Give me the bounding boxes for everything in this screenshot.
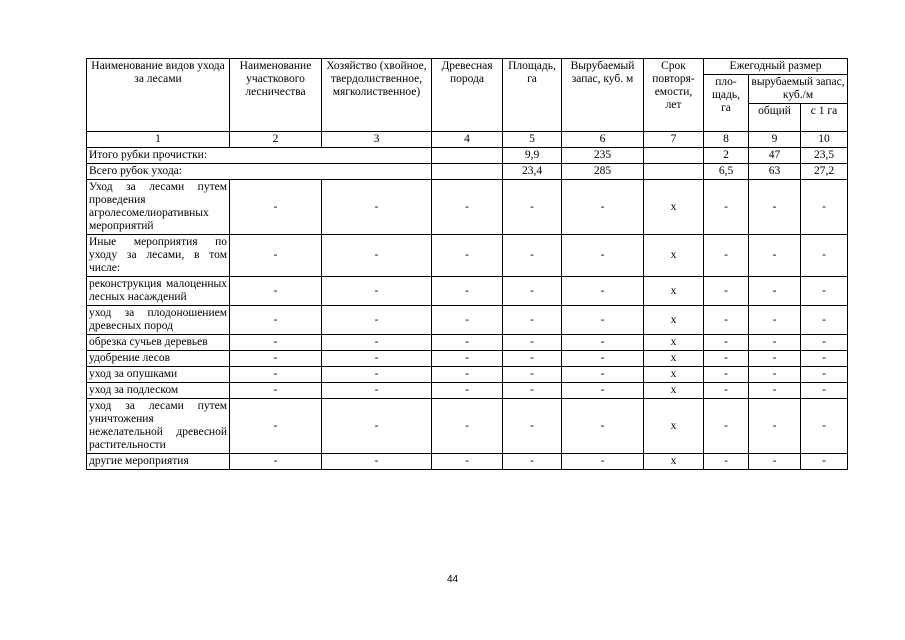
- summary-annual-perha: 27,2: [801, 164, 848, 180]
- table-row: [87, 383, 848, 399]
- row-cell: -: [230, 383, 322, 399]
- row-cell: -: [801, 399, 848, 454]
- row-label: уход за опушками: [87, 367, 230, 383]
- column-number: 10: [801, 132, 848, 148]
- row-cell: -: [704, 235, 749, 277]
- header-kind: Наименование видов ухода за лесами: [87, 59, 230, 132]
- row-label: удобрение лесов: [87, 351, 230, 367]
- row-cell: -: [801, 351, 848, 367]
- row-cell: -: [749, 351, 801, 367]
- row-cell: -: [432, 235, 503, 277]
- table-row: [87, 399, 848, 454]
- row-cell: -: [801, 383, 848, 399]
- row-cell: -: [503, 367, 562, 383]
- row-cell: -: [503, 399, 562, 454]
- row-cell: -: [432, 351, 503, 367]
- row-cell: -: [749, 335, 801, 351]
- row-cell: -: [562, 367, 644, 383]
- row-cell: -: [230, 306, 322, 335]
- row-cell: -: [432, 399, 503, 454]
- row-cell: -: [749, 235, 801, 277]
- row-label: уход за подлеском: [87, 383, 230, 399]
- column-number: 1: [87, 132, 230, 148]
- row-cell: -: [503, 235, 562, 277]
- summary-label: Всего рубок ухода:: [87, 164, 432, 180]
- summary-period: [644, 148, 704, 164]
- row-cell: -: [562, 351, 644, 367]
- row-cell: -: [801, 235, 848, 277]
- row-cell: -: [562, 454, 644, 470]
- summary-period: [644, 164, 704, 180]
- column-number: 8: [704, 132, 749, 148]
- header-annual-volume: вырубаемый запас, куб./м: [749, 75, 848, 104]
- row-cell: -: [562, 306, 644, 335]
- row-label: реконструкция малоценных лесных насаждений: [87, 277, 230, 306]
- header-period: Срок повторя-емости, лет: [644, 59, 704, 132]
- row-cell: -: [322, 367, 432, 383]
- header-annual-perha: с 1 га: [801, 104, 848, 132]
- row-cell: х: [644, 454, 704, 470]
- row-cell: -: [749, 277, 801, 306]
- row-cell: -: [562, 235, 644, 277]
- row-cell: -: [562, 277, 644, 306]
- row-cell: -: [230, 235, 322, 277]
- row-cell: -: [503, 335, 562, 351]
- column-number: 9: [749, 132, 801, 148]
- row-cell: х: [644, 383, 704, 399]
- row-cell: -: [432, 383, 503, 399]
- row-cell: -: [503, 306, 562, 335]
- row-cell: х: [644, 335, 704, 351]
- row-cell: -: [230, 335, 322, 351]
- summary-area: 9,9: [503, 148, 562, 164]
- forest-care-table: [86, 58, 848, 470]
- row-cell: -: [322, 399, 432, 454]
- row-cell: -: [801, 367, 848, 383]
- row-cell: -: [704, 367, 749, 383]
- summary-annual-area: 2: [704, 148, 749, 164]
- row-cell: -: [801, 180, 848, 235]
- header-economy: Хозяйство (хвойное, твердолиственное, мягколиственное): [322, 59, 432, 132]
- row-cell: -: [322, 180, 432, 235]
- header-species: Древесная порода: [432, 59, 503, 132]
- row-cell: -: [801, 306, 848, 335]
- summary-volume: 285: [562, 164, 644, 180]
- row-cell: -: [749, 180, 801, 235]
- row-cell: х: [644, 180, 704, 235]
- header-volume: Вырубаемый запас, куб. м: [562, 59, 644, 132]
- row-cell: -: [562, 383, 644, 399]
- row-cell: -: [322, 335, 432, 351]
- row-cell: -: [230, 399, 322, 454]
- column-number-row: [87, 132, 848, 148]
- table-row: [87, 454, 848, 470]
- row-cell: -: [322, 454, 432, 470]
- summary-annual-area: 6,5: [704, 164, 749, 180]
- summary-annual-total: 63: [749, 164, 801, 180]
- summary-volume: 235: [562, 148, 644, 164]
- row-cell: -: [503, 351, 562, 367]
- row-cell: -: [749, 383, 801, 399]
- summary-row: [87, 164, 848, 180]
- row-cell: -: [562, 180, 644, 235]
- page-number: 44: [446, 574, 459, 585]
- header-forestry: Наименование участкового лесничества: [230, 59, 322, 132]
- row-cell: -: [322, 351, 432, 367]
- column-number: 7: [644, 132, 704, 148]
- row-cell: -: [432, 277, 503, 306]
- row-cell: -: [322, 383, 432, 399]
- row-cell: -: [801, 335, 848, 351]
- table-body: [87, 132, 848, 470]
- header-annual: Ежегодный размер: [704, 59, 848, 75]
- row-cell: -: [562, 399, 644, 454]
- row-cell: -: [704, 351, 749, 367]
- row-label: уход за лесами путем уничтожения нежелательной древесной растительности: [87, 399, 230, 454]
- row-cell: -: [432, 335, 503, 351]
- table-row: [87, 306, 848, 335]
- row-label: уход за плодоношением древесных пород: [87, 306, 230, 335]
- row-cell: -: [704, 399, 749, 454]
- column-number: 5: [503, 132, 562, 148]
- row-cell: -: [230, 454, 322, 470]
- row-cell: х: [644, 399, 704, 454]
- row-cell: -: [704, 277, 749, 306]
- row-cell: х: [644, 367, 704, 383]
- row-label: Иные мероприятия по уходу за лесами, в том числе:: [87, 235, 230, 277]
- row-label: обрезка сучьев деревьев: [87, 335, 230, 351]
- row-cell: -: [704, 180, 749, 235]
- header-annual-total: общий: [749, 104, 801, 132]
- row-cell: -: [432, 454, 503, 470]
- summary-row: [87, 148, 848, 164]
- row-cell: х: [644, 351, 704, 367]
- row-cell: -: [503, 180, 562, 235]
- row-cell: -: [322, 306, 432, 335]
- table-row: [87, 367, 848, 383]
- row-cell: -: [704, 335, 749, 351]
- column-number: 6: [562, 132, 644, 148]
- row-cell: -: [704, 306, 749, 335]
- row-cell: -: [230, 351, 322, 367]
- row-label: другие мероприятия: [87, 454, 230, 470]
- row-cell: -: [704, 383, 749, 399]
- row-cell: -: [432, 306, 503, 335]
- row-cell: -: [432, 367, 503, 383]
- summary-annual-perha: 23,5: [801, 148, 848, 164]
- row-cell: -: [322, 277, 432, 306]
- table-row: [87, 351, 848, 367]
- row-cell: -: [503, 383, 562, 399]
- row-cell: -: [230, 367, 322, 383]
- empty-cell: [432, 148, 503, 164]
- column-number: 2: [230, 132, 322, 148]
- summary-area: 23,4: [503, 164, 562, 180]
- row-cell: -: [801, 277, 848, 306]
- row-cell: -: [503, 277, 562, 306]
- table-row: [87, 277, 848, 306]
- summary-annual-total: 47: [749, 148, 801, 164]
- table-row: [87, 335, 848, 351]
- empty-cell: [432, 164, 503, 180]
- row-cell: -: [749, 367, 801, 383]
- row-cell: х: [644, 277, 704, 306]
- row-cell: -: [749, 454, 801, 470]
- row-cell: -: [749, 399, 801, 454]
- row-cell: -: [503, 454, 562, 470]
- row-cell: -: [322, 235, 432, 277]
- header-annual-area: пло-щадь, га: [704, 75, 749, 132]
- row-cell: -: [801, 454, 848, 470]
- row-cell: -: [562, 335, 644, 351]
- column-number: 4: [432, 132, 503, 148]
- row-cell: х: [644, 306, 704, 335]
- row-cell: -: [230, 180, 322, 235]
- row-label: Уход за лесами путем проведения агролесомелиоративных мероприятий: [87, 180, 230, 235]
- table-row: [87, 235, 848, 277]
- row-cell: х: [644, 235, 704, 277]
- header-area: Площадь, га: [503, 59, 562, 132]
- row-cell: -: [230, 277, 322, 306]
- row-cell: -: [749, 306, 801, 335]
- summary-label: Итого рубки прочистки:: [87, 148, 432, 164]
- row-cell: -: [704, 454, 749, 470]
- column-number: 3: [322, 132, 432, 148]
- table-row: [87, 180, 848, 235]
- row-cell: -: [432, 180, 503, 235]
